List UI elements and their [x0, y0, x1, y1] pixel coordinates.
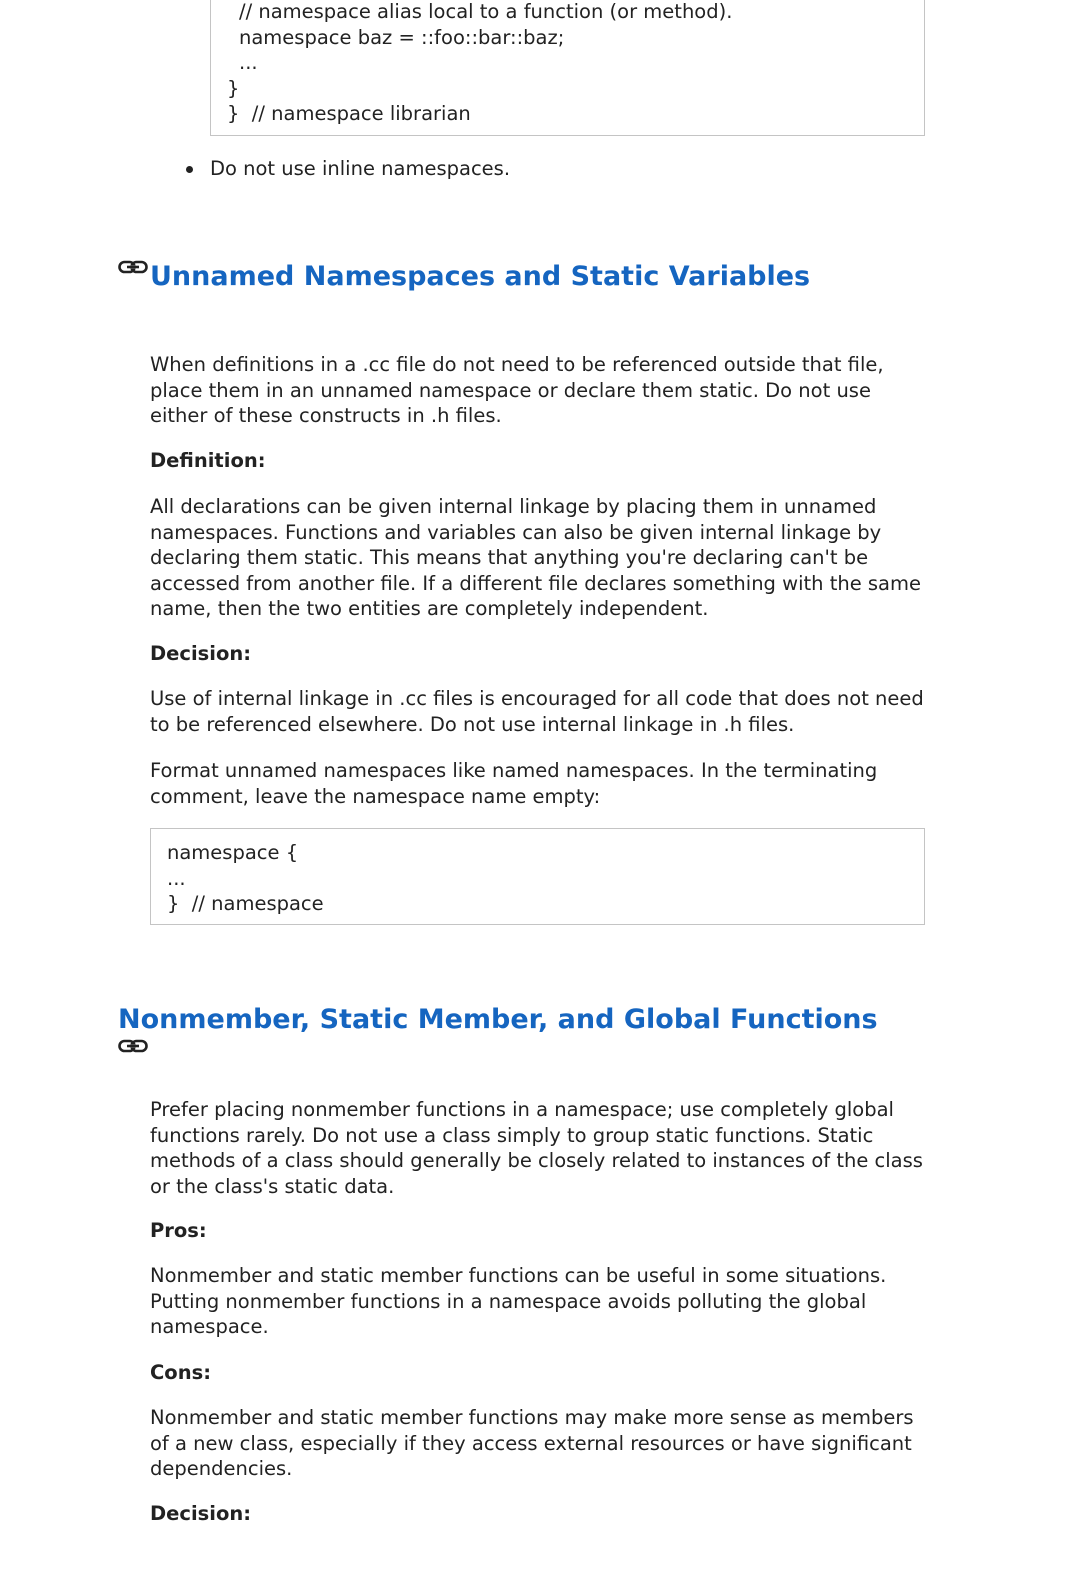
code-block-namespace-alias [210, 0, 925, 136]
code-line: ... [167, 866, 186, 890]
decision-label: Decision: [150, 642, 252, 665]
section-heading-nonmember-functions[interactable]: Nonmember, Static Member, and Global Functions [118, 1004, 878, 1035]
definition-text: All declarations can be given internal linkage by placing them in unnamed namespaces. Functions and variables can also be given internal linkage by declaring them static. This means that anything you're declaring can't be accessed from another file. If a different file declares something with the same name, then the two entities are completely independent. [150, 495, 922, 620]
link-icon[interactable] [118, 1038, 148, 1054]
decision-label: Decision: [150, 1502, 252, 1525]
section-intro: When definitions in a .cc file do not need to be referenced outside that file, place them in an unnamed namespace or declare them static. Do not use either of these constructs in .h files. [150, 353, 884, 427]
cons-text: Nonmember and static member functions may make more sense as members of a new class, especially if they access external resources or have significant dependencies. [150, 1406, 914, 1480]
format-text: Format unnamed namespaces like named namespaces. In the terminating comment, leave the namespace name empty: [150, 759, 878, 808]
code-line: } // namespace librarian [227, 102, 471, 125]
link-icon[interactable] [118, 259, 148, 275]
section-intro: Prefer placing nonmember functions in a namespace; use completely global functions rarely. Do not use a class simply to group static functions. Static methods of a class should generally be closely related to instances of the class or the class's static data. [150, 1098, 923, 1198]
code-line: // namespace alias local to a function (or method). [239, 0, 733, 23]
pros-text: Nonmember and static member functions can be useful in some situations. Putting nonmember functions in a namespace avoids polluting the global namespace. [150, 1264, 887, 1338]
code-line: ... [239, 51, 258, 74]
section-heading-unnamed-namespaces[interactable]: Unnamed Namespaces and Static Variables [150, 261, 811, 292]
code-line: } // namespace [167, 892, 324, 915]
code-line: namespace { [167, 841, 299, 864]
pros-label: Pros: [150, 1219, 207, 1242]
code-line: namespace baz = ::foo::bar::baz; [239, 25, 565, 49]
bullet-marker [186, 166, 193, 173]
cons-label: Cons: [150, 1361, 211, 1384]
bullet-text: Do not use inline namespaces. [210, 157, 511, 180]
code-block-unnamed-namespace [150, 828, 925, 925]
definition-label: Definition: [150, 449, 266, 472]
code-line: } [227, 76, 240, 100]
decision-text: Use of internal linkage in .cc files is encouraged for all code that does not need to be referenced elsewhere. Do not use internal linkage in .h files. [150, 687, 924, 736]
